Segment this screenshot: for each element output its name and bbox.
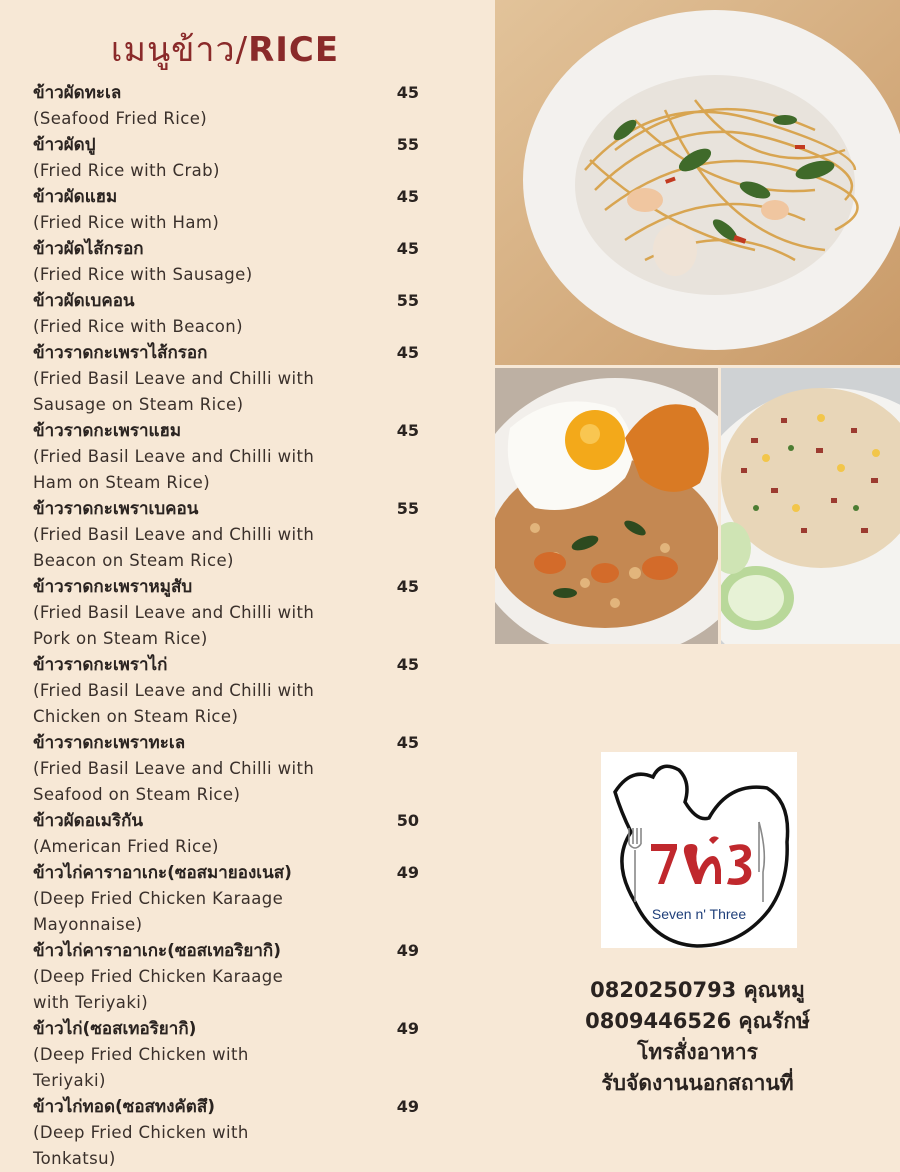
restaurant-logo [601,752,797,948]
menu-item [33,340,433,418]
menu-item-header [33,340,433,366]
logo-name: Seven n' Three [651,906,747,922]
menu-item-thai-name: ข้าวราดกะเพราหมูสับ [33,577,193,597]
menu-item-english-description: Sausage on Steam Rice) [33,395,244,414]
hen-logo-icon [601,752,797,948]
page-title-english: RICE [248,30,340,70]
menu-item-english-description: (Deep Fried Chicken with [33,1123,249,1142]
menu-item-english-description: (Fried Basil Leave and Chilli with [33,759,315,778]
menu-item-thai-name: ข้าวไก่คาราอาเกะ(ซอสเทอริยากิ) [33,941,281,961]
menu-item [33,860,433,938]
menu-item [33,288,433,340]
menu-item [33,1094,433,1172]
rice-menu-list [33,80,433,1172]
menu-item-header [33,574,433,600]
menu-item-english-description: (Fried Rice with Sausage) [33,265,253,284]
menu-item-thai-name: ข้าวผัดไส้กรอก [33,239,144,259]
menu-item-english-description: (Fried Basil Leave and Chilli with [33,369,315,388]
menu-item-english-description: (Deep Fried Chicken Karaage [33,967,284,986]
american-fried-rice-photo [721,368,900,644]
menu-item-header [33,1016,433,1042]
catering-service-text: รับจัดงานนอกสถานที่ [601,1071,794,1095]
menu-item-price: 45 [396,577,419,596]
contact-info [495,975,900,1099]
menu-item-header [33,1094,433,1120]
menu-item-thai-name: ข้าวราดกะเพราทะเล [33,733,186,753]
menu-item-thai-name: ข้าวผัดเบคอน [33,291,135,311]
menu-item [33,652,433,730]
menu-item-price: 55 [396,135,419,154]
spaghetti-photo [495,0,900,365]
menu-item-english-description: (Seafood Fried Rice) [33,109,208,128]
phone-line-1: 0820250793 คุณหมู [590,978,805,1002]
menu-item-english-description: (Deep Fried Chicken with [33,1045,249,1064]
menu-item-english-description: (Fried Basil Leave and Chilli with [33,525,315,544]
menu-item-english-description: (Fried Rice with Crab) [33,161,220,180]
menu-item-price: 55 [396,291,419,310]
menu-item-price: 49 [396,941,419,960]
menu-item-thai-name: ข้าวไก่(ซอสเทอริยากิ) [33,1019,197,1039]
menu-item-english-description: (Fried Rice with Beacon) [33,317,243,336]
menu-item-thai-name: ข้าวราดกะเพราไก่ [33,655,168,675]
menu-item-english-description: Ham on Steam Rice) [33,473,211,492]
menu-item-price: 45 [396,239,419,258]
menu-item-price: 49 [396,1019,419,1038]
menu-item [33,574,433,652]
menu-item-price: 45 [396,655,419,674]
menu-item [33,938,433,1016]
menu-item-price: 49 [396,863,419,882]
menu-item [33,184,433,236]
menu-item-header [33,808,433,834]
menu-item-thai-name: ข้าวผัดแฮม [33,187,118,207]
menu-item-price: 55 [396,499,419,518]
menu-item-thai-name: ข้าวราดกะเพราแฮม [33,421,182,441]
phone-line-2: 0809446526 คุณรักษ์ [585,1009,810,1033]
menu-item-header [33,236,433,262]
menu-item-header [33,132,433,158]
menu-item-english-description: with Teriyaki) [33,993,149,1012]
menu-item-price: 45 [396,733,419,752]
menu-item-english-description: (Deep Fried Chicken Karaage [33,889,284,908]
menu-item-price: 45 [396,83,419,102]
menu-item-english-description: Tonkatsu) [33,1149,116,1168]
menu-item-thai-name: ข้าวผัดปู [33,135,96,155]
menu-item-english-description: Mayonnaise) [33,915,143,934]
menu-item-english-description: Seafood on Steam Rice) [33,785,241,804]
menu-item-header [33,730,433,756]
menu-item-header [33,938,433,964]
menu-item [33,132,433,184]
menu-item-price: 45 [396,187,419,206]
basil-egg-rice-photo [495,368,718,644]
menu-item-header [33,418,433,444]
menu-item-english-description: Teriyaki) [33,1071,106,1090]
menu-item-price: 49 [396,1097,419,1116]
menu-item [33,418,433,496]
menu-item-english-description: Pork on Steam Rice) [33,629,208,648]
page-title [0,22,450,76]
menu-item-english-description: (American Fried Rice) [33,837,219,856]
menu-item-header [33,288,433,314]
menu-item-header [33,496,433,522]
menu-item-header [33,80,433,106]
menu-item-thai-name: ข้าวไก่คาราอาเกะ(ซอสมายองเนส) [33,863,292,883]
menu-item-thai-name: ข้าวไก่ทอด(ซอสทงคัตสึ) [33,1097,215,1117]
menu-item-price: 45 [396,421,419,440]
menu-item-english-description: (Fried Basil Leave and Chilli with [33,681,315,700]
menu-item-thai-name: ข้าวผัดอเมริกัน [33,811,143,831]
menu-item-price: 45 [396,343,419,362]
menu-item-header [33,184,433,210]
menu-item-thai-name: ข้าวราดกะเพราเบคอน [33,499,199,519]
menu-item [33,1016,433,1094]
menu-item [33,730,433,808]
menu-item-thai-name: ข้าวราดกะเพราไส้กรอก [33,343,208,363]
menu-item-english-description: Beacon on Steam Rice) [33,551,234,570]
menu-item-english-description: (Fried Basil Leave and Chilli with [33,603,315,622]
menu-item [33,236,433,288]
menu-item-english-description: (Fried Rice with Ham) [33,213,220,232]
menu-item [33,808,433,860]
menu-item-english-description: (Fried Basil Leave and Chilli with [33,447,315,466]
menu-item-price: 50 [396,811,419,830]
menu-item-english-description: Chicken on Steam Rice) [33,707,239,726]
menu-item-header [33,652,433,678]
page-title-thai: เมนูข้าว/ [110,30,249,70]
menu-item-thai-name: ข้าวผัดทะเล [33,83,122,103]
menu-item [33,80,433,132]
menu-item [33,496,433,574]
order-by-phone-text: โทรสั่งอาหาร [637,1040,758,1064]
menu-item-header [33,860,433,886]
